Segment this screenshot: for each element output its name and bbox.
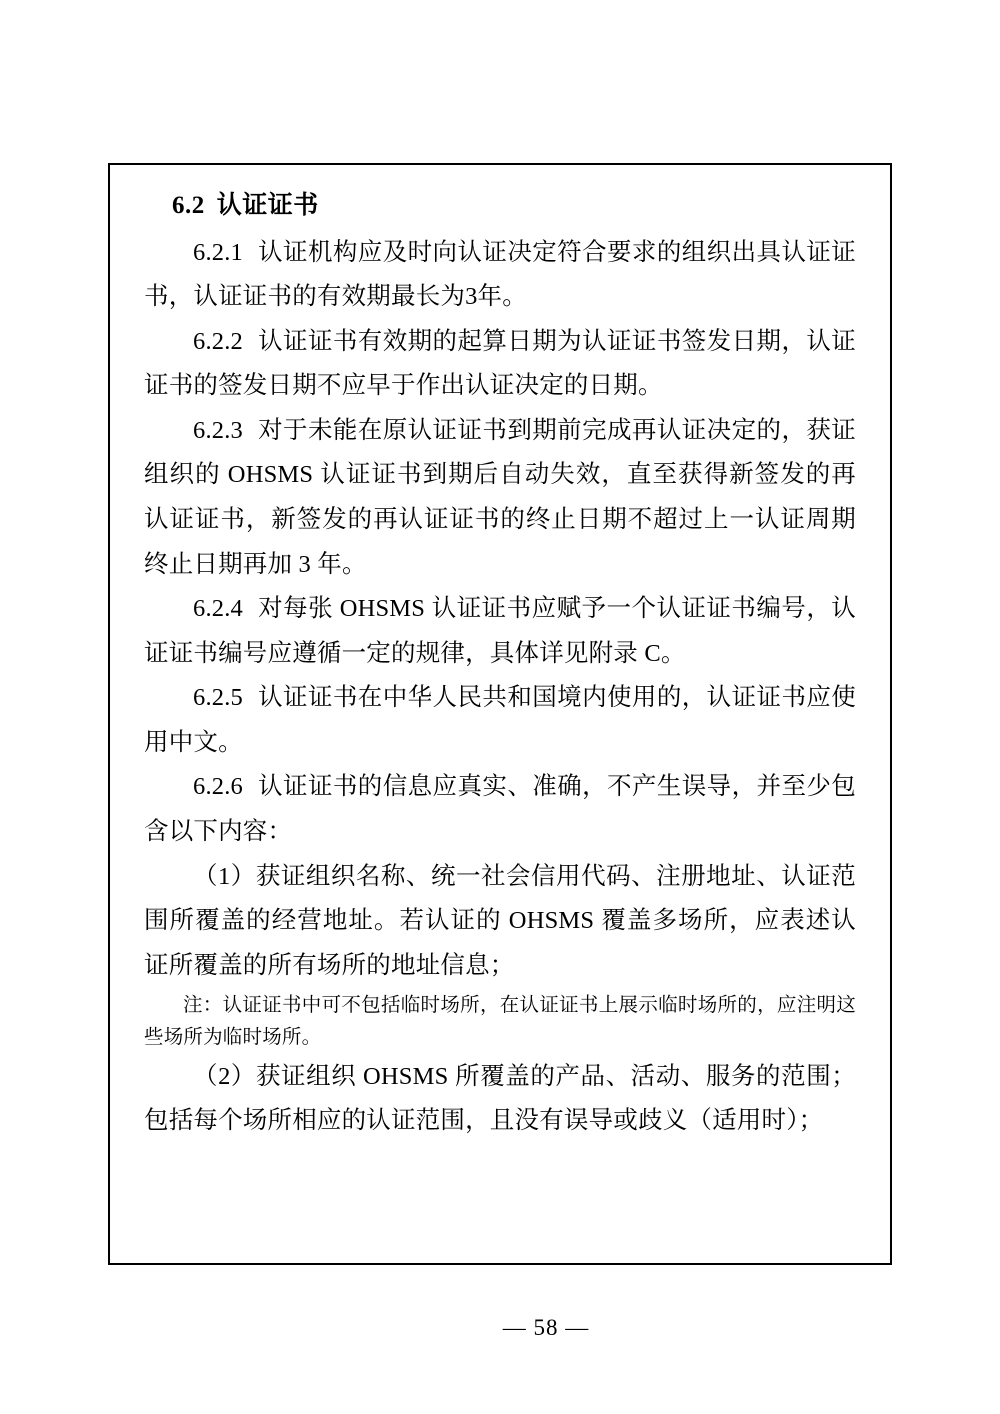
clause-number: 6.2.5 bbox=[193, 684, 243, 712]
clause-number: 6.2.1 bbox=[193, 238, 243, 266]
page-content bbox=[110, 165, 890, 1144]
page-text-frame bbox=[108, 163, 892, 1265]
list-item-label: （2） bbox=[193, 1062, 256, 1090]
page-number-text: — 58 — bbox=[502, 1315, 590, 1340]
list-item-label: （1） bbox=[193, 862, 256, 890]
note-text: 注：认证证书中可不包括临时场所，在认证证书上展示临时场所的，应注明这些场所为临时场所。 bbox=[144, 995, 856, 1048]
paragraph-6-2-3 bbox=[144, 409, 856, 587]
paragraph-6-2-2 bbox=[144, 320, 856, 409]
clause-text: 对于未能在原认证证书到期前完成再认证决定的，获证组织的 OHSMS 认证证书到期后自动失效，直至获得新签发的再认证证书，新签发的再认证证书的终止日期不超过上一认证周期终止日期再加 3 年。 bbox=[144, 416, 856, 578]
clause-text: 认证证书的信息应真实、准确，不产生误导，并至少包含以下内容： bbox=[144, 773, 856, 846]
clause-text: 对每张 OHSMS 认证证书应赋予一个认证证书编号，认证证书编号应遵循一定的规律，具体详见附录 C。 bbox=[144, 595, 856, 667]
page-number bbox=[0, 1315, 1000, 1341]
clause-number: 6.2.4 bbox=[193, 595, 243, 623]
clause-number: 6.2.6 bbox=[193, 773, 243, 801]
clause-text: 认证证书在中华人民共和国境内使用的，认证证书应使用中文。 bbox=[144, 684, 856, 756]
section-number: 6.2 bbox=[172, 192, 205, 219]
paragraph-6-2-4 bbox=[144, 587, 856, 676]
section-title-text: 认证证书 bbox=[216, 192, 319, 219]
list-item-1 bbox=[144, 855, 856, 989]
list-item-2 bbox=[144, 1055, 856, 1144]
paragraph-6-2-1 bbox=[144, 231, 856, 320]
clause-number: 6.2.3 bbox=[193, 416, 243, 444]
paragraph-6-2-5 bbox=[144, 676, 856, 765]
section-heading bbox=[172, 187, 856, 225]
list-item-text: 获证组织名称、统一社会信用代码、注册地址、认证范围所覆盖的经营地址。若认证的 OHSMS 覆盖多场所，应表述认证所覆盖的所有场所的地址信息； bbox=[144, 862, 856, 979]
paragraph-6-2-6 bbox=[144, 765, 856, 854]
clause-number: 6.2.2 bbox=[193, 327, 243, 355]
list-item-text: 获证组织 OHSMS 所覆盖的产品、活动、服务的范围；包括每个场所相应的认证范围，且没有误导或歧义（适用时）； bbox=[144, 1062, 856, 1135]
clause-text: 认证证书有效期的起算日期为认证证书签发日期，认证证书的签发日期不应早于作出认证决定的日期。 bbox=[144, 327, 856, 400]
clause-text: 认证机构应及时向认证决定符合要求的组织出具认证证书，认证证书的有效期最长为3年。 bbox=[144, 238, 856, 311]
